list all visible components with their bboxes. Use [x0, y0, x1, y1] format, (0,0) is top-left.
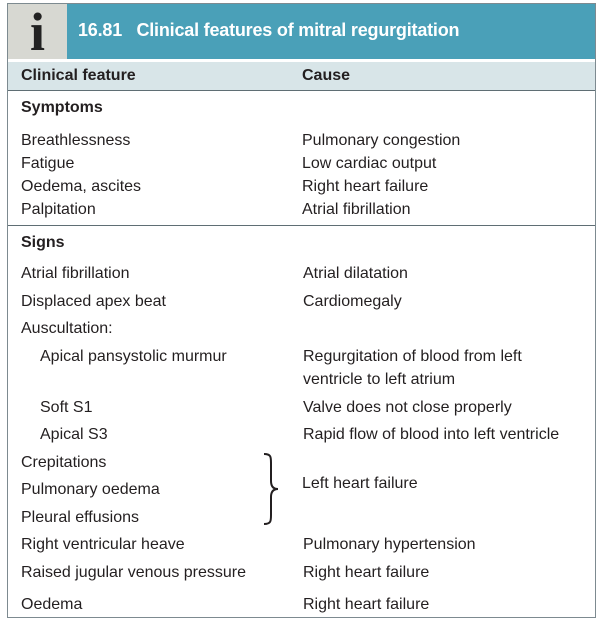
- table-cell-feature: Pulmonary oedema: [21, 481, 160, 498]
- table-cell-cause: ventricle to left atrium: [303, 371, 456, 388]
- table-cell-cause: Pulmonary hypertension: [303, 536, 476, 553]
- table-cell-feature: Oedema: [21, 596, 83, 613]
- table-cell-cause: Rapid flow of blood into left ventricle: [303, 426, 560, 443]
- table-cell-feature: Palpitation: [21, 201, 96, 218]
- table-cell-cause: Cardiomegaly: [303, 293, 402, 310]
- box-title: [78, 20, 459, 41]
- section-heading-signs: Signs: [21, 234, 65, 251]
- column-header-feature: Clinical feature: [21, 67, 136, 84]
- table-cell-cause: Valve does not close properly: [303, 399, 512, 416]
- table-cell-feature: Raised jugular venous pressure: [21, 564, 247, 581]
- table-cell-cause: Right heart failure: [302, 178, 429, 195]
- table-cell-feature: Breathlessness: [21, 132, 131, 149]
- section-heading-symptoms: Symptoms: [21, 99, 103, 116]
- section-divider: [8, 225, 595, 226]
- table-cell-cause: Pulmonary congestion: [302, 132, 461, 149]
- table-cell-feature: Soft S1: [40, 399, 93, 416]
- table-cell-cause: Atrial fibrillation: [302, 201, 411, 218]
- table-cell-cause: Right heart failure: [303, 596, 430, 613]
- table-cell-feature: Oedema, ascites: [21, 178, 142, 195]
- table-cell-feature: Atrial fibrillation: [21, 265, 130, 282]
- table-cell-feature: Displaced apex beat: [21, 293, 166, 310]
- table-cell-feature: Crepitations: [21, 454, 107, 471]
- column-header-cause: Cause: [302, 67, 351, 84]
- table-cell-feature: Right ventricular heave: [21, 536, 185, 553]
- info-icon: i: [29, 1, 45, 62]
- table-cell-feature: Fatigue: [21, 155, 75, 172]
- table-cell-cause: Right heart failure: [303, 564, 430, 581]
- table-cell-cause: Atrial dilatation: [303, 265, 408, 282]
- grouping-brace-icon: [258, 453, 282, 525]
- box-number: 16.81: [78, 20, 123, 40]
- table-cell-cause: Regurgitation of blood from left: [303, 348, 522, 365]
- header-divider: [8, 90, 595, 91]
- table-cell-feature: Auscultation:: [21, 320, 113, 337]
- table-cell-feature: Apical S3: [40, 426, 108, 443]
- box-title-text: Clinical features of mitral regurgitation: [136, 20, 460, 40]
- table-cell-cause: Left heart failure: [302, 475, 418, 492]
- table-cell-feature: Pleural effusions: [21, 509, 139, 526]
- table-cell-feature: Apical pansystolic murmur: [40, 348, 227, 365]
- table-cell-cause: Low cardiac output: [302, 155, 437, 172]
